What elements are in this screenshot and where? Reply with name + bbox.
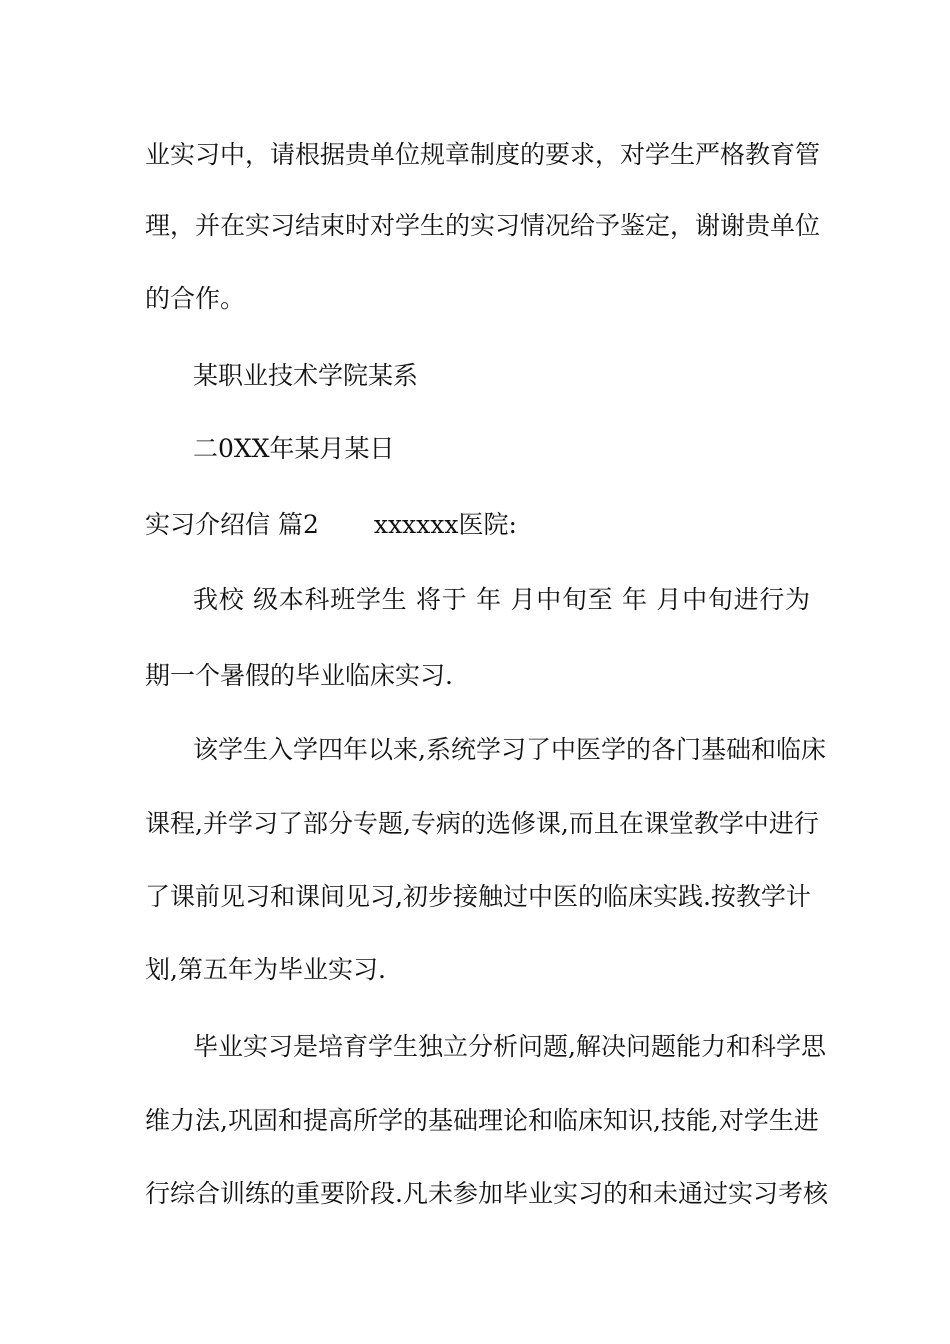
paragraph-line: 理，并在实习结束时对学生的实习情况给予鉴定，谢谢贵单位 [145,211,821,240]
paragraph-line: 课程,并学习了部分专题,专病的选修课,而且在课堂教学中进行 [145,809,819,838]
paragraph-line: 划,第五年为毕业实习. [145,955,386,984]
paragraph-line: 毕业实习是培育学生独立分析问题,解决问题能力和科学思 [193,1032,826,1061]
signature-date: 二0XX年某月某日 [193,434,395,463]
section-heading: 实习介绍信 篇2 [145,510,319,539]
recipient-salutation: xxxxxx医院: [373,510,517,539]
paragraph-line: 行综合训练的重要阶段.凡未参加毕业实习的和未通过实习考核 [145,1179,828,1208]
signature-school: 某职业技术学院某系 [193,361,419,390]
paragraph-line: 了课前见习和课间见习,初步接触过中医的临床实践.按教学计 [145,882,811,911]
paragraph-line: 我校 级本科班学生 将于 年 月中旬至 年 月中旬进行为 [193,585,810,614]
paragraph-line: 的合作。 [145,284,246,313]
paragraph-line: 维力法,巩固和提高所学的基础理论和临床知识,技能,对学生进 [145,1106,819,1135]
section-heading-line [145,505,810,545]
paragraph-line: 业实习中，请根据贵单位规章制度的要求，对学生严格教育管 [145,140,821,169]
paragraph-line: 该学生入学四年以来,系统学习了中医学的各门基础和临床 [193,735,826,764]
paragraph-line: 期一个暑假的毕业临床实习. [145,661,453,690]
